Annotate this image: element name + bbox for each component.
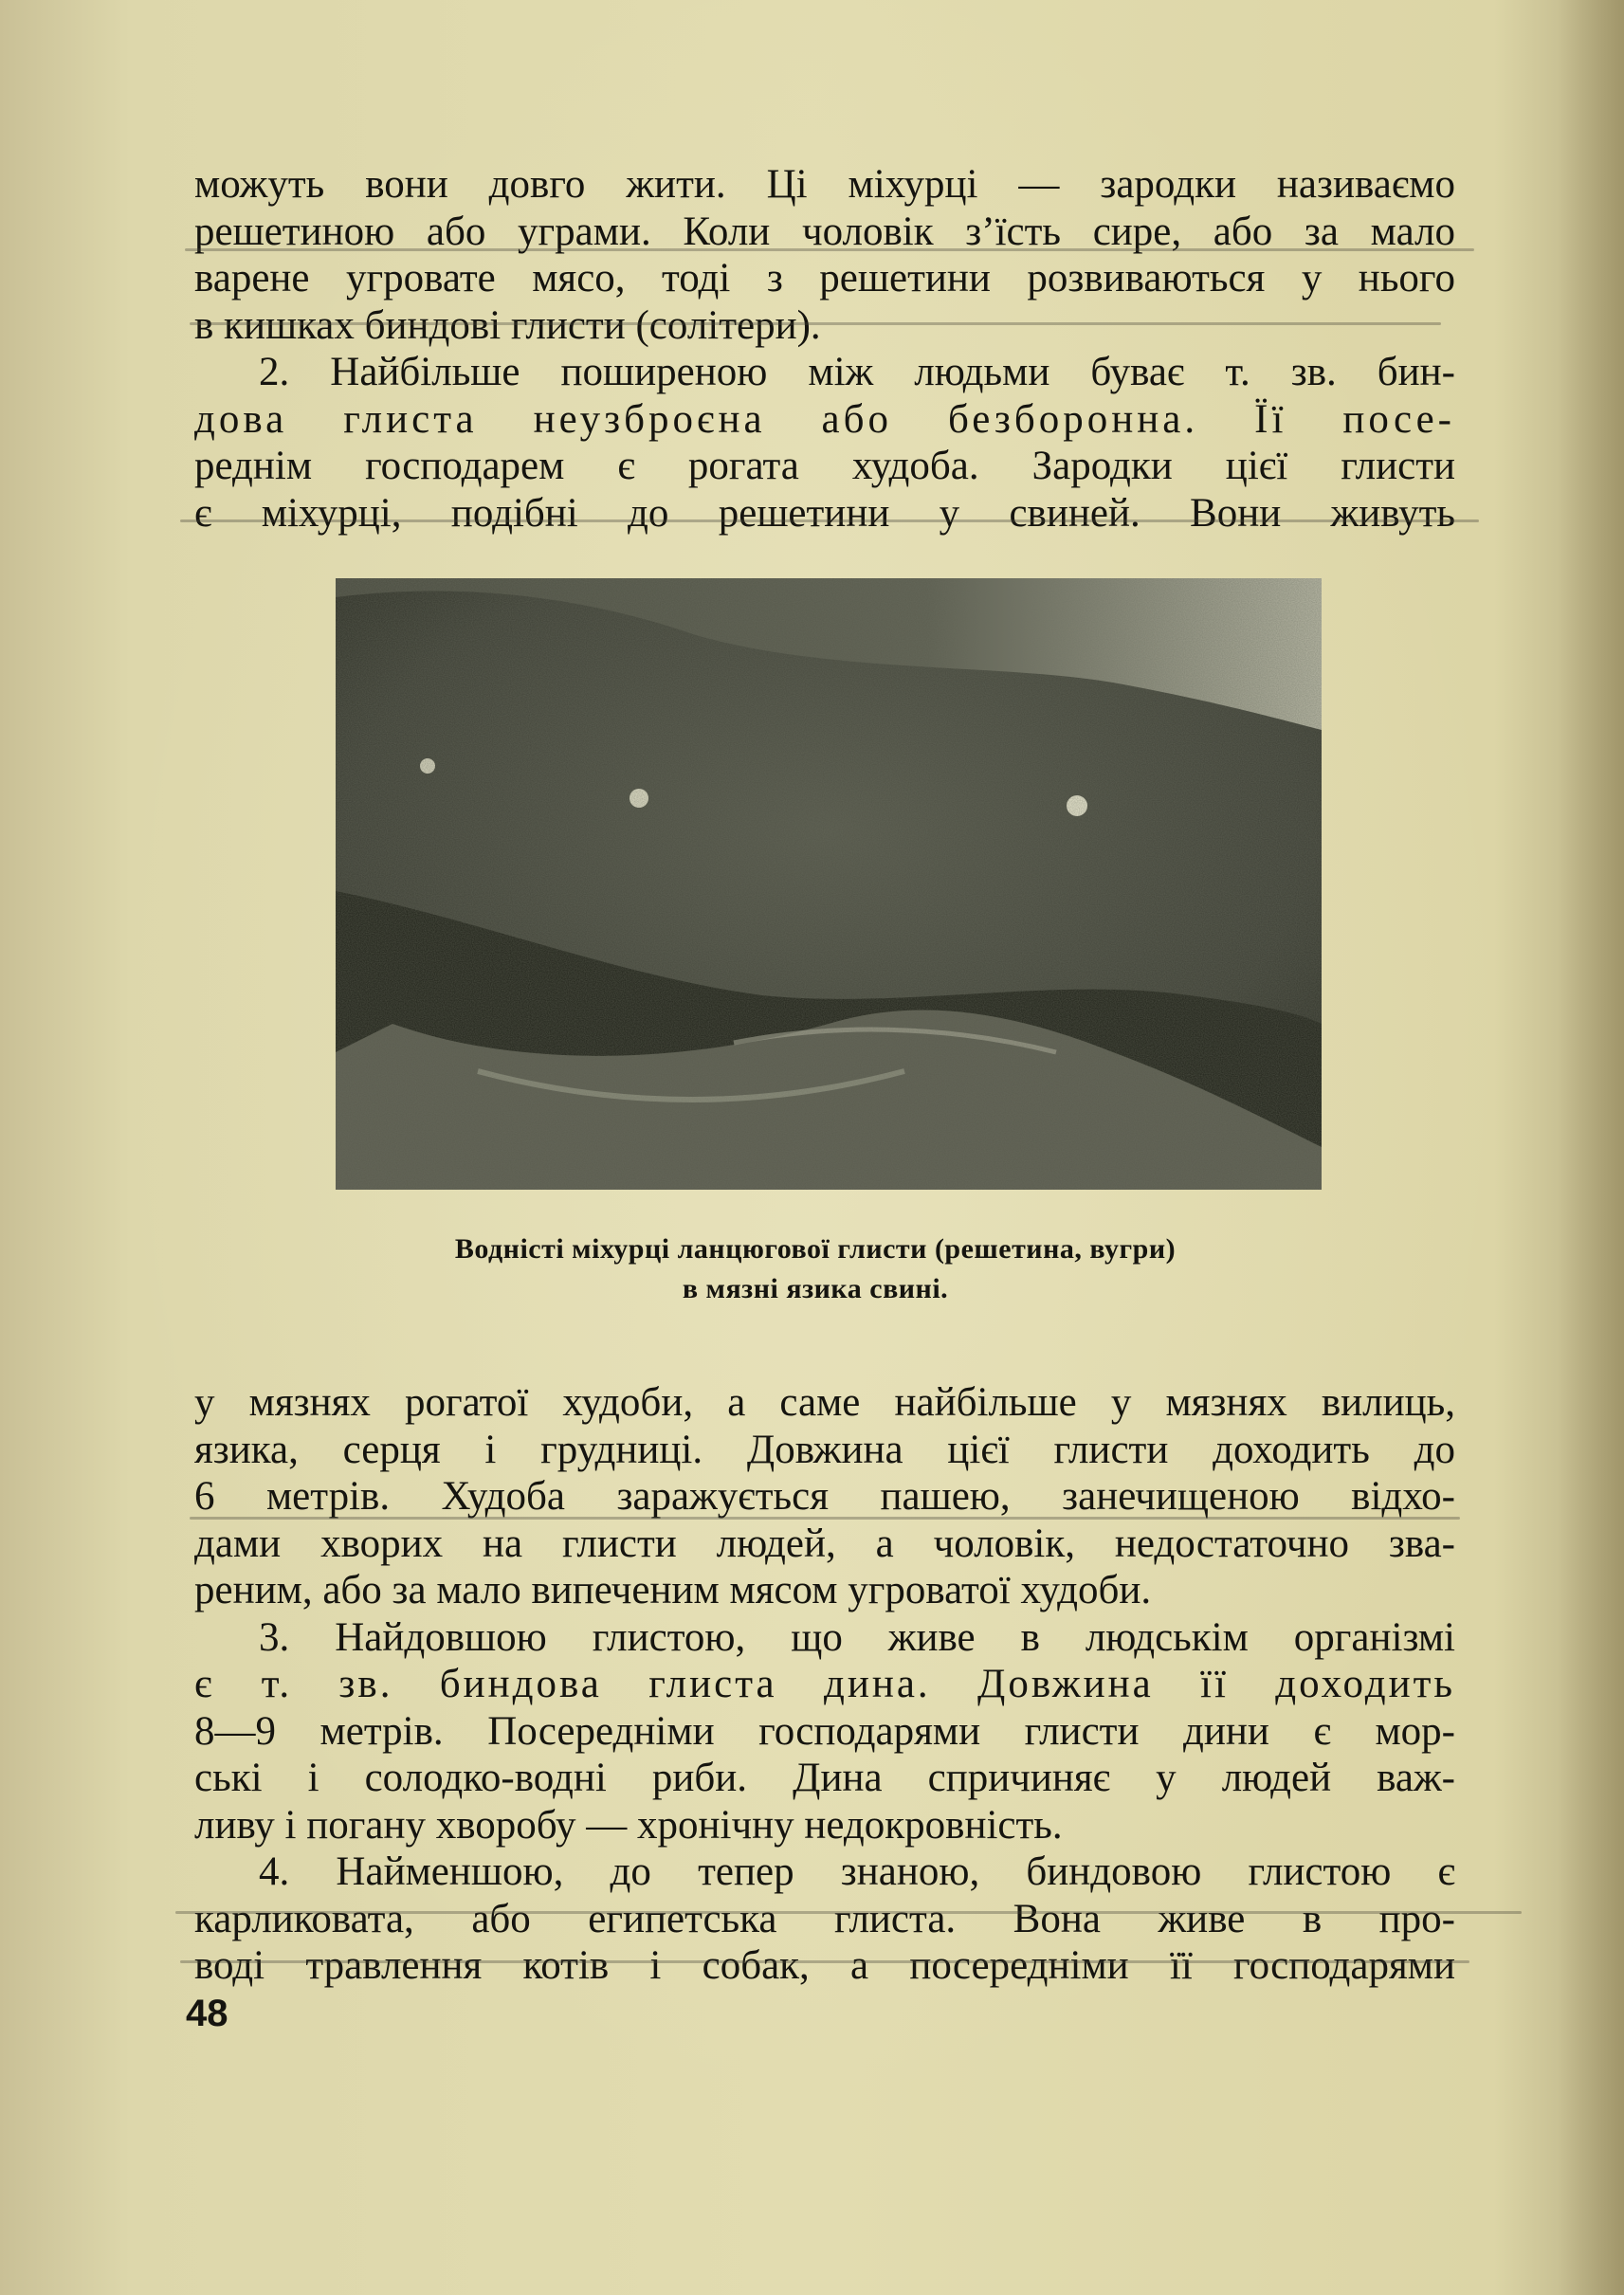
text-line: у мязнях рогатої худоби, а саме найбільше у мязнях вилиць, (194, 1380, 1455, 1425)
pencil-underline (180, 519, 1479, 522)
figure-photo (336, 578, 1322, 1190)
text-block-bottom (194, 1379, 1455, 1990)
pencil-underline (175, 1911, 1522, 1914)
page-edge-shadow (1558, 0, 1624, 2295)
text-line: є т. зв. биндова глиста дина. Довжина її доходить (194, 1662, 1455, 1706)
text-line: реним, або за мало випеченим мясом угроватої худоби. (194, 1568, 1152, 1612)
photo-pig-tongue-cysts (336, 578, 1322, 1190)
text-line: решетиною або уграми. Коли чоловік з’їсть сире, або за мало (194, 209, 1455, 254)
text-line: ливу і погану хворобу — хронічну недокровність. (194, 1802, 1063, 1848)
page-number: 48 (186, 1993, 228, 2034)
text-line: 2. Найбільше поширеною між людьми буває т. зв. бин- (259, 350, 1455, 394)
text-line: воді травлення котів і собак, а посередніми її господарями (194, 1943, 1455, 1988)
pencil-underline (190, 1517, 1460, 1520)
caption-line: Водністі міхурці ланцюгової глисти (решетина, вугри) (454, 1233, 1177, 1265)
text-line: можуть вони довго жити. Ці міхурці — зародки називаємо (194, 162, 1455, 207)
pencil-underline (190, 322, 1441, 325)
pencil-underline (185, 248, 1474, 251)
caption-line: в мязні язика свині. (682, 1273, 949, 1304)
text-line: в кишках биндові глисти (солітери). (194, 302, 821, 348)
text-line: реднім господарем є рогата худоба. Зародки цієї глисти (194, 444, 1455, 488)
text-line: варене угровате мясо, тоді з решетини розвиваються у нього (194, 256, 1455, 301)
text-line: 8—9 метрів. Посередніми господарями глисти дини є мор- (194, 1708, 1455, 1754)
text-line: є міхурці, подібні до решетини у свиней. Вони живуть (194, 490, 1455, 536)
text-line: 6 метрів. Худоба заражується пашею, занечищеною відхо- (194, 1474, 1455, 1519)
text-line: дами хворих на глисти людей, а чоловік, недостаточно зва- (194, 1521, 1455, 1566)
text-line: ські і солодко-водні риби. Дина спричиняє у людей важ- (194, 1756, 1455, 1800)
text-line: 3. Найдовшою глистою, що живе в людськім організмі (259, 1614, 1455, 1660)
text-line: дова глиста неузброєна або безборонна. Її посе- (194, 396, 1455, 442)
text-line: язика, серця і грудниці. Довжина цієї глисти доходить до (194, 1427, 1455, 1472)
text-line: карликовата, або египетська глиста. Вона живе в про- (194, 1896, 1455, 1941)
figure-caption (284, 1229, 1346, 1309)
text-block-top (194, 161, 1455, 537)
pencil-underline (180, 1960, 1469, 1963)
text-line: 4. Найменшою, до тепер знаною, биндовою глистою є (259, 1849, 1455, 1894)
